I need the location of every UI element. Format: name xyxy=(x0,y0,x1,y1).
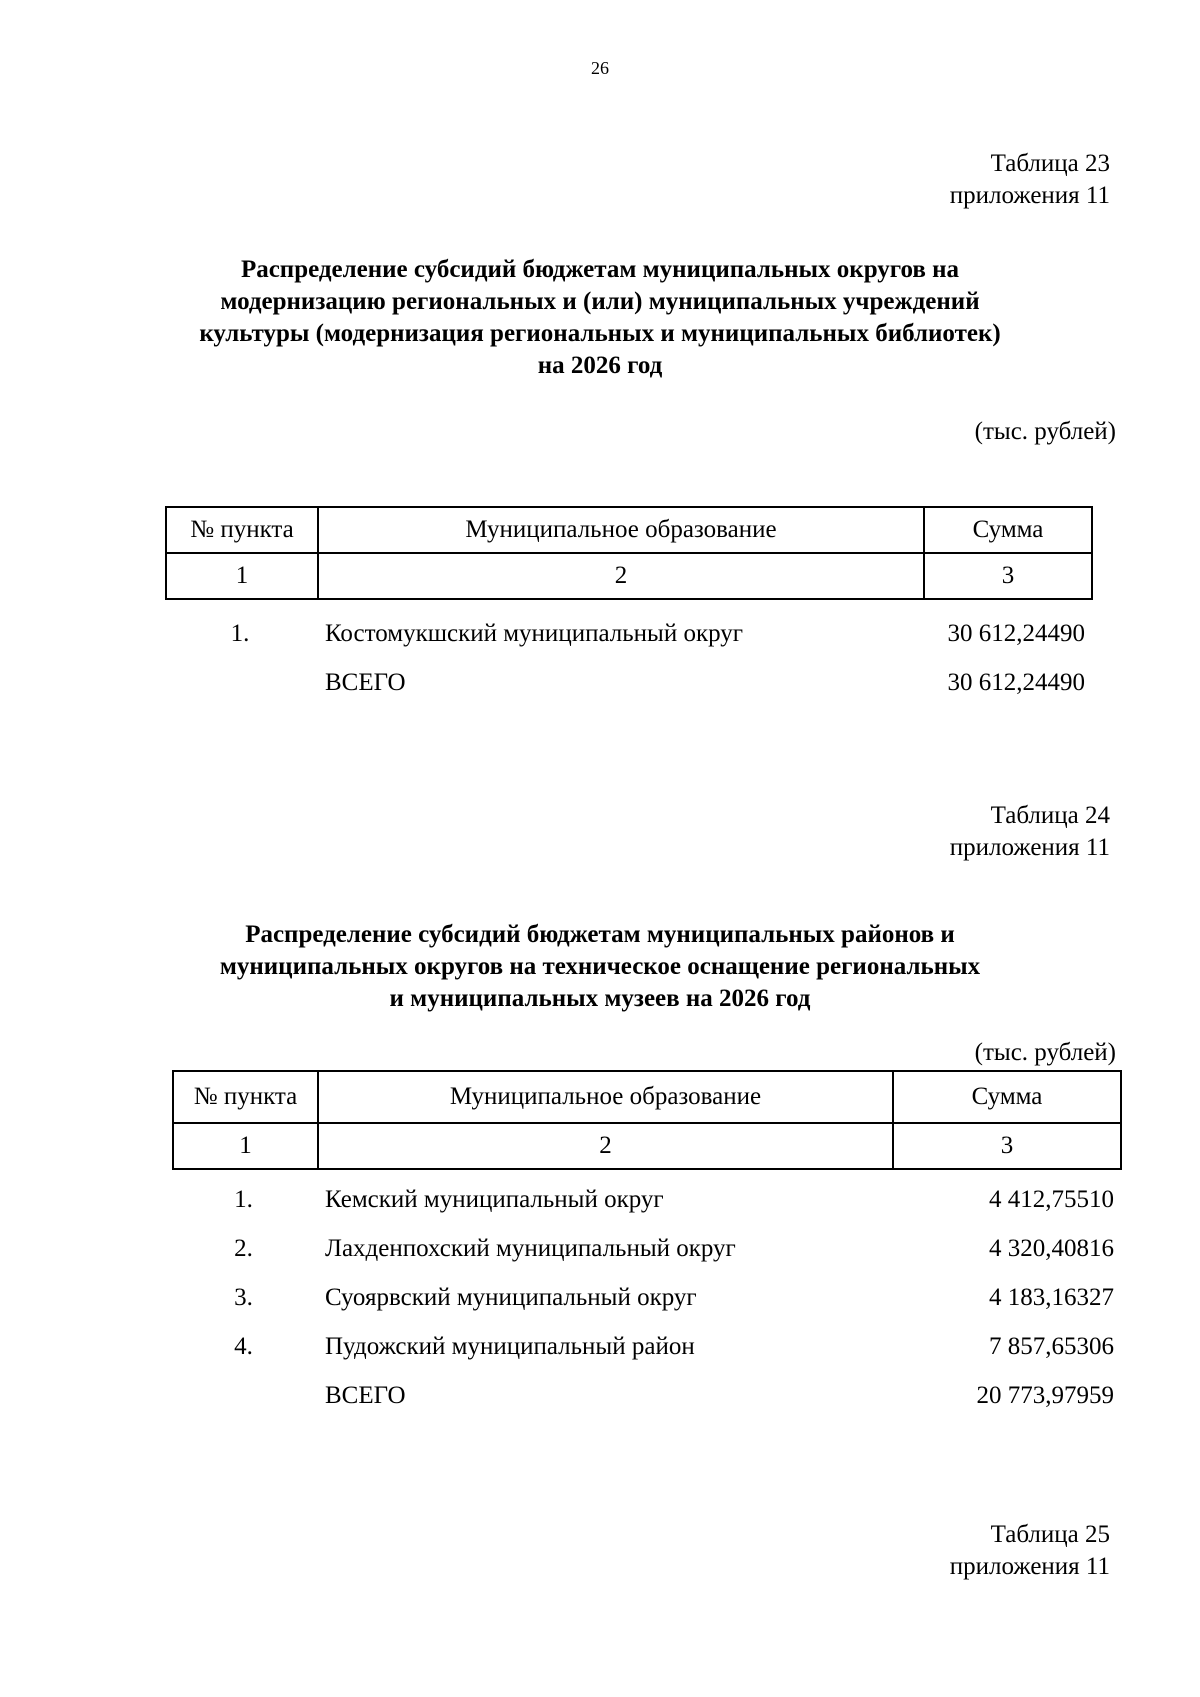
table-row xyxy=(172,1282,1122,1314)
row-sum: 7 857,65306 xyxy=(989,1333,1114,1360)
row-sum: 4 412,75510 xyxy=(989,1186,1114,1213)
table-number: Таблица 23 xyxy=(990,150,1110,177)
table-row xyxy=(172,1184,1122,1216)
header-sum: Сумма xyxy=(893,1071,1121,1123)
total-row xyxy=(172,1380,1122,1412)
row-number: 3. xyxy=(234,1284,253,1311)
total-sum: 30 612,24490 xyxy=(947,669,1085,696)
header-row xyxy=(166,507,1092,553)
appendix-label: приложения 11 xyxy=(949,1553,1110,1580)
col-number-3: 3 xyxy=(893,1123,1121,1169)
table-23-reference xyxy=(950,148,1110,212)
title-line: на 2026 год xyxy=(537,352,663,379)
total-row xyxy=(165,667,1093,699)
title-line: Распределение субсидий бюджетам муниципальных округов на xyxy=(240,256,960,283)
table-24-units: (тыс. рублей) xyxy=(974,1039,1116,1066)
title-line: культуры (модернизация региональных и муниципальных библиотек) xyxy=(199,320,1001,347)
table-row xyxy=(172,1331,1122,1363)
row-municipality: Костомукшский муниципальный округ xyxy=(325,620,744,647)
row-number: 4. xyxy=(234,1333,253,1360)
row-sum: 30 612,24490 xyxy=(947,620,1085,647)
header-municipality: Муниципальное образование xyxy=(318,507,924,553)
total-sum: 20 773,97959 xyxy=(976,1382,1114,1409)
title-line: Распределение субсидий бюджетам муниципальных районов и xyxy=(245,921,955,948)
table-24-title xyxy=(130,919,1070,1015)
table-23-units: (тыс. рублей) xyxy=(974,418,1116,445)
table-row xyxy=(165,618,1093,650)
total-label: ВСЕГО xyxy=(325,1382,406,1409)
total-label: ВСЕГО xyxy=(325,669,406,696)
col-number-3: 3 xyxy=(924,553,1092,599)
header-number: № пункта xyxy=(166,507,318,553)
table-23-title xyxy=(130,254,1070,382)
row-number: 1. xyxy=(234,1186,253,1213)
row-sum: 4 183,16327 xyxy=(989,1284,1114,1311)
row-municipality: Кемский муниципальный округ xyxy=(325,1186,664,1213)
header-row xyxy=(173,1071,1121,1123)
column-numbers-row xyxy=(173,1123,1121,1169)
table-number: Таблица 24 xyxy=(990,802,1110,829)
column-numbers-row xyxy=(166,553,1092,599)
row-sum: 4 320,40816 xyxy=(989,1235,1114,1262)
row-municipality: Пудожский муниципальный район xyxy=(325,1333,695,1360)
row-number: 2. xyxy=(234,1235,253,1262)
table-row xyxy=(172,1233,1122,1265)
table-25-reference xyxy=(950,1519,1110,1583)
title-line: муниципальных округов на техническое оснащение региональных xyxy=(219,953,981,980)
table-23-header xyxy=(165,506,1093,600)
row-municipality: Суоярвский муниципальный округ xyxy=(325,1284,697,1311)
appendix-label: приложения 11 xyxy=(949,834,1110,861)
header-number: № пункта xyxy=(173,1071,318,1123)
table-24-header xyxy=(172,1070,1122,1170)
table-24-reference xyxy=(950,800,1110,864)
row-number: 1. xyxy=(230,620,250,647)
col-number-1: 1 xyxy=(173,1123,318,1169)
row-municipality: Лахденпохский муниципальный округ xyxy=(325,1235,736,1262)
col-number-2: 2 xyxy=(318,1123,893,1169)
col-number-2: 2 xyxy=(318,553,924,599)
page-number: 26 xyxy=(591,58,609,78)
appendix-label: приложения 11 xyxy=(949,182,1110,209)
title-line: модернизацию региональных и (или) муниципальных учреждений xyxy=(220,288,980,315)
col-number-1: 1 xyxy=(166,553,318,599)
title-line: и муниципальных музеев на 2026 год xyxy=(389,985,811,1012)
table-number: Таблица 25 xyxy=(990,1521,1110,1548)
header-municipality: Муниципальное образование xyxy=(318,1071,893,1123)
header-sum: Сумма xyxy=(924,507,1092,553)
